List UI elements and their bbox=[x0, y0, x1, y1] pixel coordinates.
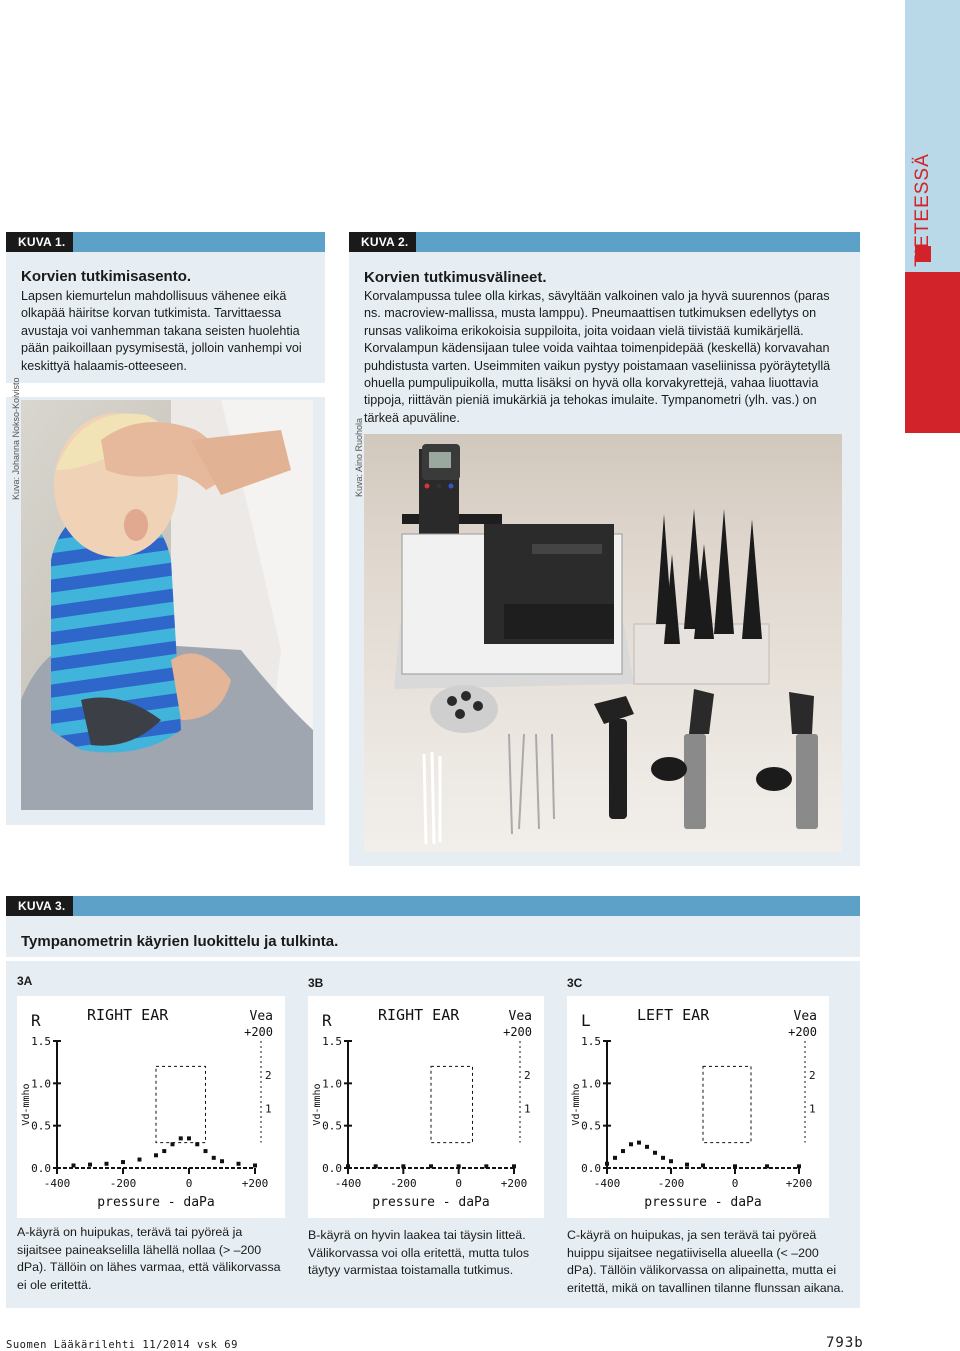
x-axis-label: pressure - daPa bbox=[372, 1195, 490, 1210]
figure2-label: KUVA 2. bbox=[349, 232, 416, 252]
section-tab-accent bbox=[905, 272, 960, 433]
data-point bbox=[220, 1159, 224, 1163]
tympanogram-3b bbox=[308, 996, 544, 1218]
vea-value: +200 bbox=[503, 1025, 532, 1039]
figure3-header bbox=[6, 896, 860, 916]
data-point bbox=[138, 1158, 142, 1162]
y-tick-label: 1.5 bbox=[31, 1035, 51, 1048]
data-point bbox=[187, 1136, 191, 1140]
figure3-title: Tympanometrin käyrien luokittelu ja tulkinta. bbox=[21, 933, 339, 950]
data-point bbox=[154, 1153, 158, 1157]
data-point bbox=[72, 1163, 76, 1167]
y-tick-label: 1.0 bbox=[322, 1077, 342, 1091]
y-tick-label: 1.0 bbox=[31, 1077, 51, 1091]
figure1-body: Lapsen kiemurtelun mahdollisuus vähenee eikä olkapää häiritse korvan tutkimista. Tarvittaessa avustaja voi vanhemman takana seisten huolehtia pään paikoillaan pysymisestä, jolloin vanhempi voi keskittyä halaamis-otteeseen. bbox=[21, 289, 302, 373]
data-point bbox=[645, 1145, 649, 1149]
vea-value: +200 bbox=[788, 1025, 817, 1039]
data-point bbox=[429, 1164, 433, 1168]
ear-label: RIGHT EAR bbox=[87, 1006, 169, 1024]
y-tick-label: 0.0 bbox=[322, 1162, 342, 1175]
figure2-title: Korvien tutkimusvälineet. bbox=[364, 269, 547, 286]
chart-3a-label: 3A bbox=[17, 974, 33, 988]
vea-tick-label: 2 bbox=[265, 1068, 272, 1082]
y-tick-label: 0.5 bbox=[31, 1119, 51, 1133]
data-point bbox=[733, 1164, 737, 1168]
ear-marker: R bbox=[31, 1011, 41, 1030]
chart-3c-caption: C-käyrä on huipukas, ja sen terävä tai pyöreä huippu sijaitsee negatiivisella alueella (< –200 dPa). Tällöin välikorvassa on alipainetta, mutta ei eritettä, mikä on tavallinen tilanne flunssan aikana. bbox=[567, 1228, 844, 1295]
vea-value: +200 bbox=[244, 1025, 273, 1039]
x-tick-label: 0 bbox=[185, 1177, 193, 1190]
data-point bbox=[613, 1156, 617, 1160]
y-axis-label: Vd-mmho bbox=[312, 1083, 323, 1126]
chart-3b-caption: B-käyrä on hyvin laakea tai täysin litteä. Välikorvassa voi olla eritettä, mutta tulos täytyy varmistaa toistamalla tutkimus. bbox=[308, 1228, 530, 1278]
x-tick-label: +200 bbox=[785, 1177, 813, 1190]
data-point bbox=[374, 1164, 378, 1168]
ear-marker: R bbox=[322, 1011, 332, 1030]
x-tick-label: 0 bbox=[455, 1177, 462, 1190]
x-axis-label: pressure - daPa bbox=[644, 1195, 762, 1210]
vea-tick-label: 2 bbox=[524, 1068, 531, 1082]
data-point bbox=[253, 1163, 257, 1167]
x-tick-label: -200 bbox=[109, 1177, 137, 1190]
data-point bbox=[637, 1141, 641, 1145]
data-point bbox=[653, 1151, 657, 1155]
x-axis-label: pressure - daPa bbox=[97, 1195, 215, 1210]
x-tick-label: -200 bbox=[657, 1177, 685, 1190]
data-point bbox=[669, 1159, 673, 1163]
data-point bbox=[701, 1163, 705, 1167]
figure3-label: KUVA 3. bbox=[6, 896, 73, 916]
data-point bbox=[212, 1156, 216, 1160]
page-number: 793b bbox=[826, 1335, 864, 1351]
vea-label: Vea bbox=[249, 1009, 273, 1024]
figure1-photo bbox=[21, 400, 313, 810]
chart-3a-caption: A-käyrä on huipukas, terävä tai pyöreä ja sijaitsee paineakselilla lähellä nollaa (> –200 dPa). Tällöin on lähes varmaa, että välikorvassa ei ole eritettä. bbox=[17, 1225, 281, 1292]
tympanogram-3c bbox=[567, 996, 829, 1218]
data-point bbox=[346, 1164, 350, 1168]
data-point bbox=[179, 1136, 183, 1140]
data-point bbox=[237, 1162, 241, 1166]
data-point bbox=[162, 1149, 166, 1153]
data-point bbox=[88, 1163, 92, 1167]
data-point bbox=[629, 1142, 633, 1146]
vea-tick-label: 1 bbox=[265, 1102, 272, 1116]
figure2-header bbox=[349, 232, 860, 252]
vea-tick-label: 1 bbox=[809, 1102, 816, 1116]
figure1-credit: Kuva: Johanna Nokso-Koivisto bbox=[11, 377, 21, 500]
y-tick-label: 0.0 bbox=[31, 1162, 51, 1175]
data-point bbox=[512, 1164, 516, 1168]
vea-tick-label: 2 bbox=[809, 1068, 816, 1082]
figure1-label: KUVA 1. bbox=[6, 232, 73, 252]
x-tick-label: 0 bbox=[731, 1177, 739, 1190]
figure1-title: Korvien tutkimisasento. bbox=[21, 268, 192, 285]
normal-range-box bbox=[156, 1066, 206, 1142]
data-point bbox=[401, 1164, 405, 1168]
data-point bbox=[204, 1149, 208, 1153]
data-point bbox=[605, 1162, 609, 1166]
figure2-photo bbox=[364, 434, 842, 852]
data-point bbox=[765, 1164, 769, 1168]
data-point bbox=[685, 1163, 689, 1167]
data-point bbox=[457, 1164, 461, 1168]
data-point bbox=[195, 1142, 199, 1146]
ear-label: RIGHT EAR bbox=[378, 1006, 460, 1024]
data-point bbox=[484, 1164, 488, 1168]
data-point bbox=[797, 1164, 801, 1168]
figure2-body: Korvalampussa tulee olla kirkas, sävyltään valkoinen valo ja hyvä suurennos (paras ns. macroview-mallissa, musta lamppu). Pneumaattisen tutkimuksen edellytys on runsas valikoima erikokoisia suppiloita, joita voidaan vielä tiivistää kumikärjellä. Korvalampun kädensijaan tulee voida vaihtaa toimenpidepää (keskellä) korvavahan puhdistusta varten. Useimmiten vaikun pystyy poistamaan vaseliinissa pyöräytetyllä ohuella pumpulipuikolla, mutta lisäksi on hyvä olla korvakyrettejä, vahaa liuottavia tippoja, riittävän pieniä imukärkiä ja tehokas imulaite. Tympanometri (ylh. vas.) on tärkeä apuväline. bbox=[364, 289, 831, 425]
figure2-credit: Kuva: Aino Ruohola bbox=[354, 417, 364, 497]
ear-label: LEFT EAR bbox=[637, 1006, 710, 1024]
x-tick-label: -200 bbox=[390, 1177, 417, 1190]
y-axis-label: Vd-mmho bbox=[21, 1083, 32, 1126]
y-tick-label: 1.5 bbox=[322, 1035, 342, 1048]
section-label: TIETEESSÄ bbox=[912, 153, 933, 267]
chart-3b-label: 3B bbox=[308, 976, 324, 990]
x-tick-label: -400 bbox=[334, 1177, 362, 1190]
data-point bbox=[661, 1156, 665, 1160]
y-tick-label: 0.0 bbox=[581, 1162, 601, 1175]
x-tick-label: +200 bbox=[500, 1177, 528, 1190]
journal-footer: Suomen Lääkärilehti 11/2014 vsk 69 bbox=[6, 1339, 238, 1351]
x-tick-label: -400 bbox=[593, 1177, 621, 1190]
chart-3c-label: 3C bbox=[567, 976, 583, 990]
vea-label: Vea bbox=[508, 1009, 532, 1024]
x-tick-label: -400 bbox=[43, 1177, 71, 1190]
y-tick-label: 0.5 bbox=[322, 1119, 342, 1133]
normal-range-box bbox=[703, 1066, 751, 1142]
data-point bbox=[105, 1162, 109, 1166]
data-point bbox=[621, 1149, 625, 1153]
x-tick-label: +200 bbox=[241, 1177, 269, 1190]
vea-tick-label: 1 bbox=[524, 1102, 531, 1116]
vea-label: Vea bbox=[793, 1009, 817, 1024]
data-point bbox=[171, 1142, 175, 1146]
y-tick-label: 0.5 bbox=[581, 1119, 601, 1133]
normal-range-box bbox=[431, 1066, 473, 1142]
y-tick-label: 1.5 bbox=[581, 1035, 601, 1048]
tympanogram-3a bbox=[17, 996, 285, 1218]
data-point bbox=[121, 1160, 125, 1164]
ear-marker: L bbox=[581, 1011, 591, 1030]
figure1-header bbox=[6, 232, 325, 252]
y-tick-label: 1.0 bbox=[581, 1077, 601, 1091]
y-axis-label: Vd-mmho bbox=[571, 1083, 582, 1126]
